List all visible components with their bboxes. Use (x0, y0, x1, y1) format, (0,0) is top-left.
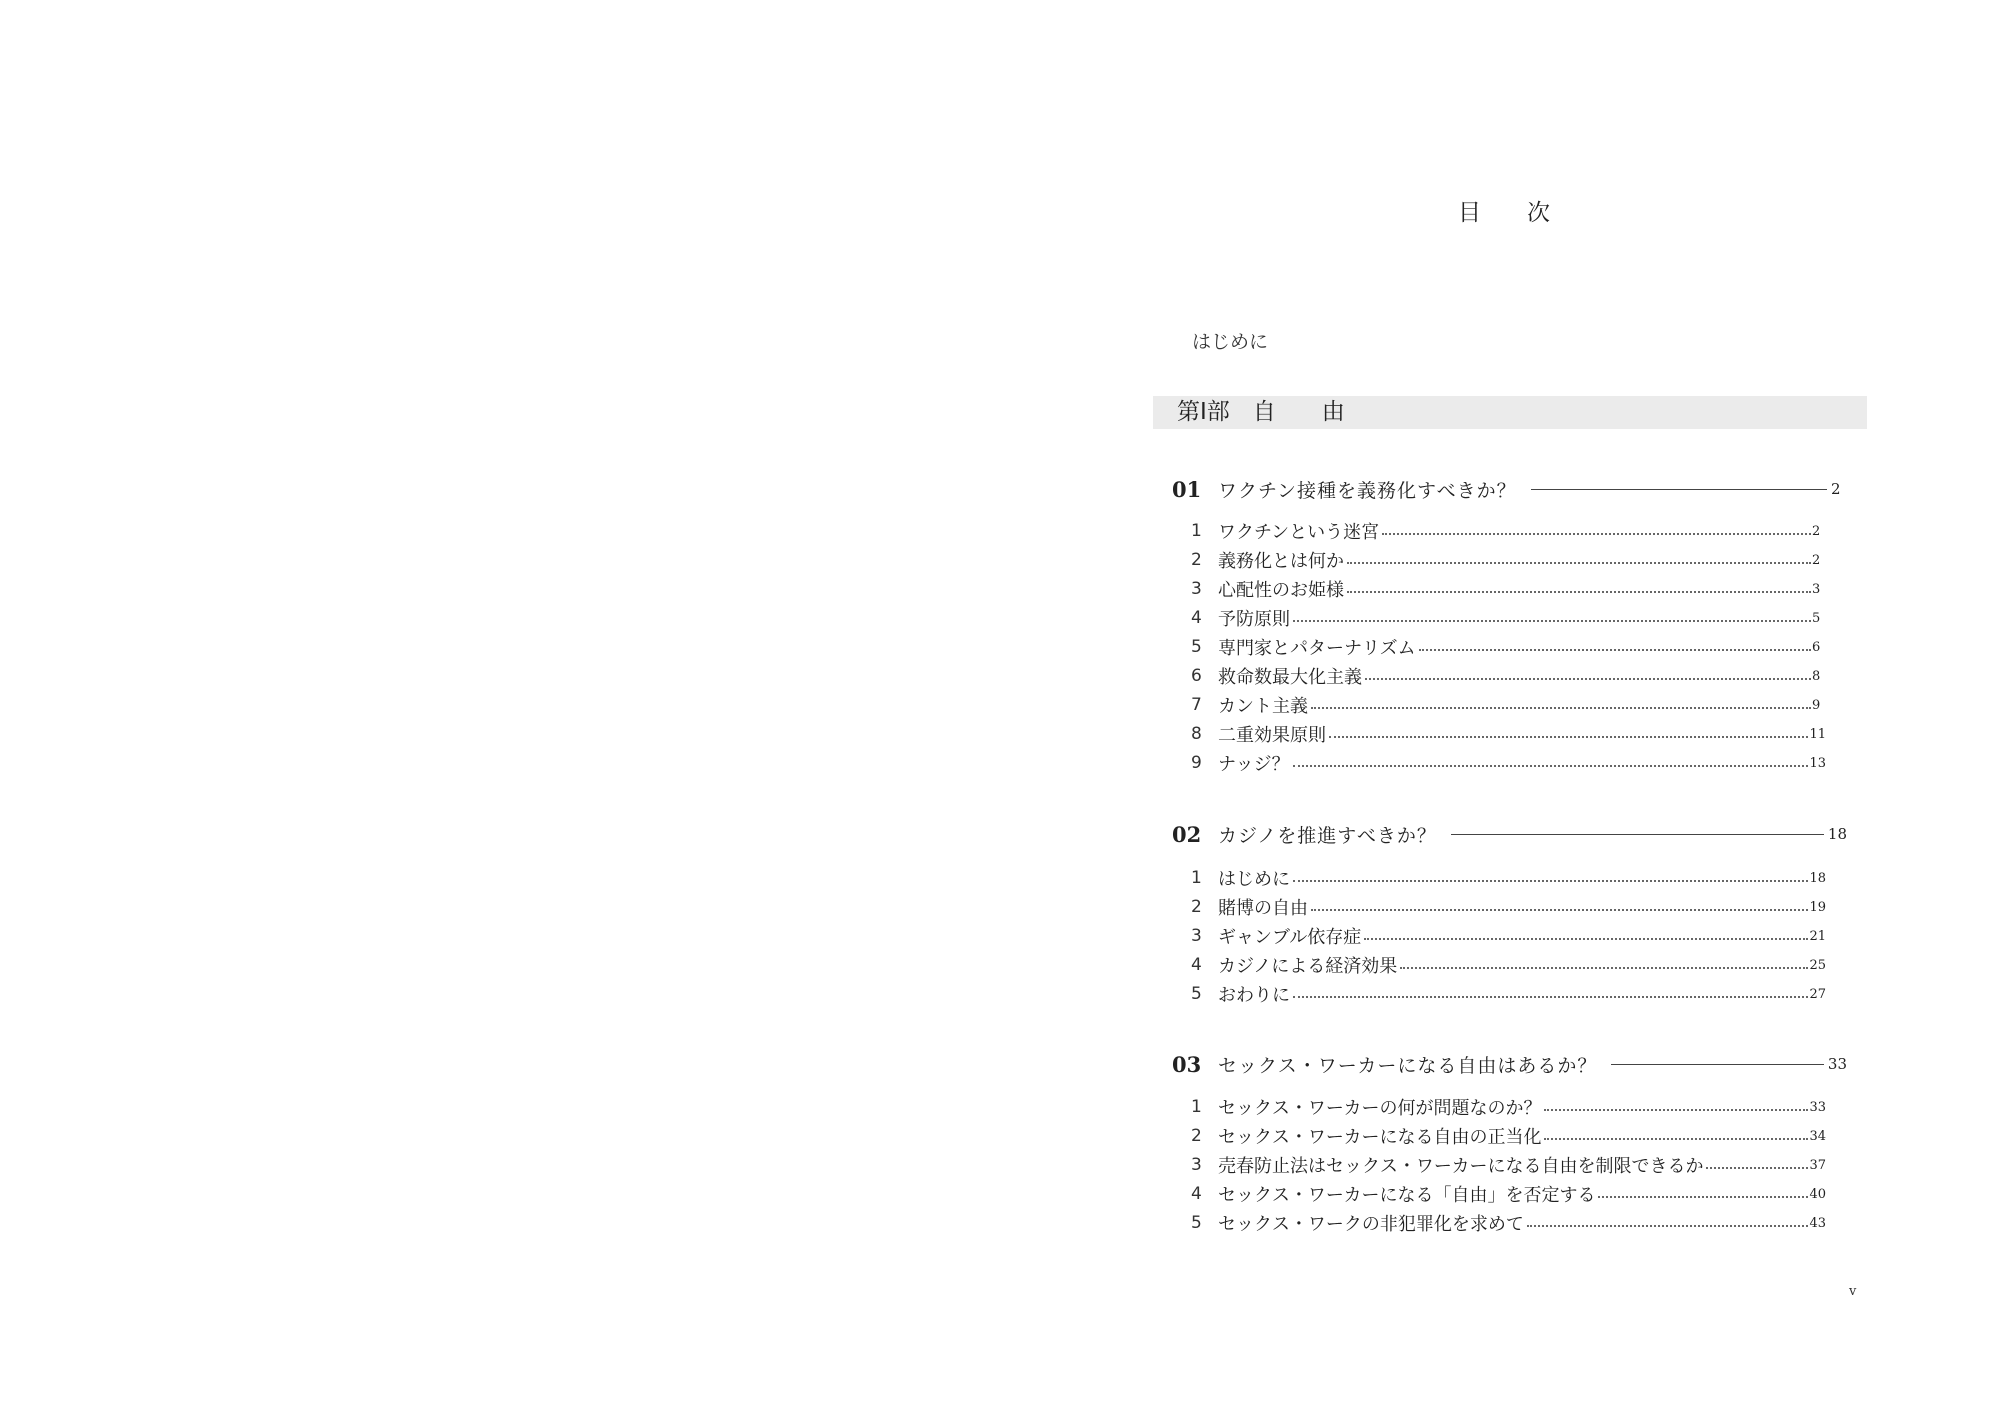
toc-entry (1186, 720, 1826, 748)
section-number: 1 (1191, 1097, 1202, 1117)
section-title: セックス・ワーカーの何が問題なのか？ (1218, 1098, 1542, 1119)
toc-entry (1186, 1209, 1826, 1237)
dot-leader (1400, 967, 1808, 969)
toc-entry (1186, 1122, 1826, 1150)
dot-leader (1419, 649, 1811, 651)
section-title: 賭博の自由 (1218, 898, 1308, 919)
section-number: 6 (1191, 666, 1202, 686)
section-number: 9 (1191, 753, 1202, 773)
section-page-number: 27 (1809, 986, 1826, 1002)
section-page-number: 43 (1809, 1215, 1826, 1231)
leader-rule (1451, 834, 1824, 835)
section-page-number: 25 (1809, 957, 1826, 973)
section-page-number: 2 (1812, 552, 1821, 568)
toc-entry (1186, 691, 1826, 719)
section-number: 5 (1191, 984, 1202, 1004)
section-title: 売春防止法はセックス・ワーカーになる自由を制限できるか (1218, 1156, 1704, 1177)
toc-entry (1186, 517, 1826, 545)
toc-entry (1186, 864, 1826, 892)
dot-leader (1527, 1225, 1809, 1227)
chapter-page-number: 18 (1827, 825, 1847, 843)
section-number: 7 (1191, 695, 1202, 715)
leader-rule (1611, 1064, 1823, 1065)
dot-leader (1706, 1167, 1808, 1169)
dot-leader (1544, 1109, 1808, 1111)
page-title: 目 次 (1458, 200, 1550, 226)
section-page-number: 8 (1812, 668, 1821, 684)
section-page-number: 21 (1809, 928, 1826, 944)
section-page-number: 40 (1809, 1186, 1826, 1202)
section-title: セックス・ワーカーになる自由の正当化 (1218, 1127, 1542, 1148)
section-title: ナッジ？ (1218, 754, 1290, 775)
intro-entry: はじめに (1192, 331, 1269, 353)
toc-entry (1186, 1093, 1826, 1121)
dot-leader (1293, 765, 1809, 767)
folio-page-number: v (1849, 1284, 1857, 1299)
chapter-number: 03 (1172, 1051, 1202, 1077)
dot-leader (1311, 909, 1808, 911)
section-page-number: 2 (1812, 523, 1821, 539)
toc-entry (1186, 1180, 1826, 1208)
toc-entry (1186, 749, 1826, 777)
toc-entry (1186, 575, 1826, 603)
section-title: ギャンブル依存症 (1218, 927, 1362, 948)
section-page-number: 9 (1812, 697, 1821, 713)
section-page-number: 6 (1812, 639, 1821, 655)
dot-leader (1347, 562, 1811, 564)
section-page-number: 18 (1809, 870, 1826, 886)
dot-leader (1364, 938, 1808, 940)
section-page-number: 19 (1809, 899, 1826, 915)
section-title: おわりに (1218, 985, 1290, 1006)
dot-leader (1329, 736, 1808, 738)
leader-rule (1531, 489, 1827, 490)
section-number: 4 (1191, 608, 1202, 628)
section-title: セックス・ワークの非犯罪化を求めて (1218, 1214, 1524, 1235)
section-number: 2 (1191, 897, 1202, 917)
dot-leader (1293, 996, 1808, 998)
toc-entry (1186, 1151, 1826, 1179)
chapter-title: カジノを推進すべきか？ (1218, 824, 1437, 847)
dot-leader (1365, 678, 1811, 680)
section-page-number: 13 (1809, 755, 1826, 771)
section-title: はじめに (1218, 869, 1290, 890)
dot-leader (1382, 533, 1811, 535)
chapter-heading (1172, 1049, 1847, 1079)
section-page-number: 5 (1812, 610, 1821, 626)
section-number: 4 (1191, 1184, 1202, 1204)
chapter-number: 02 (1172, 821, 1202, 847)
section-number: 5 (1191, 637, 1202, 657)
section-title: カント主義 (1218, 696, 1308, 717)
dot-leader (1347, 591, 1811, 593)
chapter-page-number: 33 (1827, 1055, 1847, 1073)
chapter-page-number: 2 (1831, 480, 1841, 498)
section-title: カジノによる経済効果 (1218, 956, 1398, 977)
part-heading-bar (1153, 396, 1867, 429)
toc-entry (1186, 604, 1826, 632)
section-number: 1 (1191, 868, 1202, 888)
section-number: 3 (1191, 1155, 1202, 1175)
dot-leader (1293, 880, 1808, 882)
dot-leader (1544, 1138, 1808, 1140)
section-number: 2 (1191, 1126, 1202, 1146)
part-heading-label: 第Ⅰ部 自 由 (1177, 399, 1345, 425)
chapter-heading (1172, 474, 1847, 504)
section-title: 専門家とパターナリズム (1218, 638, 1416, 659)
chapter-title: ワクチン接種を義務化すべきか？ (1218, 479, 1517, 502)
section-page-number: 34 (1809, 1128, 1826, 1144)
toc-entry (1186, 922, 1826, 950)
section-number: 4 (1191, 955, 1202, 975)
section-page-number: 37 (1809, 1157, 1826, 1173)
section-number: 8 (1191, 724, 1202, 744)
chapter-heading (1172, 819, 1847, 849)
toc-entry (1186, 662, 1826, 690)
dot-leader (1293, 620, 1811, 622)
section-number: 1 (1191, 521, 1202, 541)
section-title: ワクチンという迷宮 (1218, 522, 1380, 543)
chapter-number: 01 (1172, 476, 1202, 502)
toc-entry (1186, 893, 1826, 921)
section-page-number: 11 (1809, 726, 1826, 742)
section-number: 3 (1191, 579, 1202, 599)
section-page-number: 3 (1812, 581, 1821, 597)
section-page-number: 33 (1809, 1099, 1826, 1115)
toc-entry (1186, 633, 1826, 661)
section-title: 心配性のお姫様 (1218, 580, 1344, 601)
toc-entry (1186, 980, 1826, 1008)
toc-entry (1186, 546, 1826, 574)
section-title: セックス・ワーカーになる「自由」を否定する (1218, 1185, 1596, 1206)
section-number: 5 (1191, 1213, 1202, 1233)
section-title: 二重効果原則 (1218, 725, 1326, 746)
dot-leader (1598, 1196, 1808, 1198)
dot-leader (1311, 707, 1811, 709)
section-title: 救命数最大化主義 (1218, 667, 1362, 688)
section-title: 義務化とは何か (1218, 551, 1344, 572)
toc-entry (1186, 951, 1826, 979)
chapter-title: セックス・ワーカーになる自由はあるか？ (1218, 1054, 1598, 1077)
section-title: 予防原則 (1218, 609, 1290, 630)
section-number: 3 (1191, 926, 1202, 946)
section-number: 2 (1191, 550, 1202, 570)
